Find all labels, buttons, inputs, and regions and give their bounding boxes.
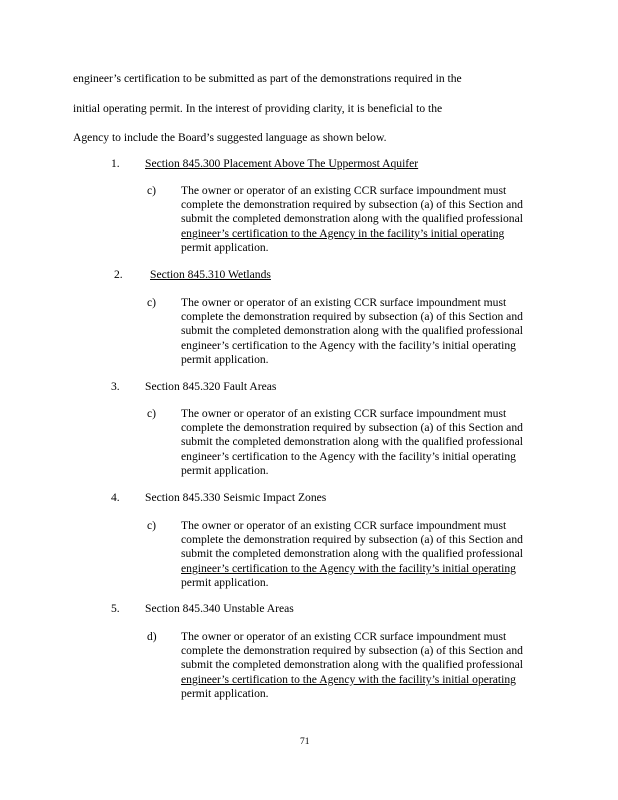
subsection-text xyxy=(181,519,591,590)
text-line: The owner or operator of an existing CCR surface impoundment must xyxy=(181,296,507,309)
text-line: permit application. xyxy=(181,686,269,700)
text-line: engineer’s certification to the Agency in the facility’s initial operating xyxy=(181,226,505,240)
subsection-letter: c) xyxy=(147,184,157,197)
section-number: 4. xyxy=(111,491,120,504)
section-title: Section 845.300 Placement Above The Uppermost Aquifer xyxy=(145,157,419,170)
text-line: complete the demonstration required by subsection (a) of this Section and xyxy=(181,198,523,212)
subsection-text xyxy=(181,630,591,701)
intro-line: initial operating permit. In the interest of providing clarity, it is beneficial to the xyxy=(73,102,443,115)
text-line: complete the demonstration required by subsection (a) of this Section and xyxy=(181,533,523,547)
section-title: Section 845.310 Wetlands xyxy=(150,268,271,281)
section-title: Section 845.330 Seismic Impact Zones xyxy=(145,491,327,504)
text-line: permit application. xyxy=(181,240,269,254)
section-title: Section 845.320 Fault Areas xyxy=(145,380,277,393)
text-line: engineer’s certification to the Agency with the facility’s initial operating xyxy=(181,561,516,575)
subsection-letter: d) xyxy=(147,630,157,643)
text-line: complete the demonstration required by subsection (a) of this Section and xyxy=(181,310,523,324)
intro-line: Agency to include the Board’s suggested language as shown below. xyxy=(73,131,387,144)
text-line: complete the demonstration required by subsection (a) of this Section and xyxy=(181,421,523,435)
text-line: The owner or operator of an existing CCR surface impoundment must xyxy=(181,184,507,197)
section-number: 2. xyxy=(114,268,123,281)
text-line: submit the completed demonstration along with the qualified professional xyxy=(181,212,523,226)
subsection-letter: c) xyxy=(147,407,157,420)
subsection-text xyxy=(181,296,591,367)
text-line: The owner or operator of an existing CCR surface impoundment must xyxy=(181,407,507,420)
text-line: submit the completed demonstration along with the qualified professional xyxy=(181,435,523,449)
text-line: The owner or operator of an existing CCR surface impoundment must xyxy=(181,519,507,532)
subsection-letter: c) xyxy=(147,519,157,532)
subsection-text xyxy=(181,184,591,255)
text-line: The owner or operator of an existing CCR surface impoundment must xyxy=(181,630,507,643)
text-line: submit the completed demonstration along with the qualified professional xyxy=(181,658,523,672)
section-title: Section 845.340 Unstable Areas xyxy=(145,602,294,615)
text-line: engineer’s certification to the Agency with the facility’s initial operating xyxy=(181,672,516,686)
text-line: submit the completed demonstration along with the qualified professional xyxy=(181,547,523,561)
section-number: 5. xyxy=(111,602,120,615)
text-line: engineer’s certification to the Agency with the facility’s initial operating xyxy=(181,449,516,463)
text-line: permit application. xyxy=(181,463,269,477)
text-line: complete the demonstration required by subsection (a) of this Section and xyxy=(181,644,523,658)
text-line: submit the completed demonstration along with the qualified professional xyxy=(181,324,523,338)
text-line: permit application. xyxy=(181,575,269,589)
subsection-text xyxy=(181,407,591,478)
page-number: 71 xyxy=(300,737,310,747)
section-number: 1. xyxy=(111,157,120,170)
text-line: engineer’s certification to the Agency with the facility’s initial operating xyxy=(181,338,516,352)
section-number: 3. xyxy=(111,380,120,393)
subsection-letter: c) xyxy=(147,296,157,309)
text-line: permit application. xyxy=(181,352,269,366)
intro-line: engineer’s certification to be submitted as part of the demonstrations required in the xyxy=(73,72,462,85)
